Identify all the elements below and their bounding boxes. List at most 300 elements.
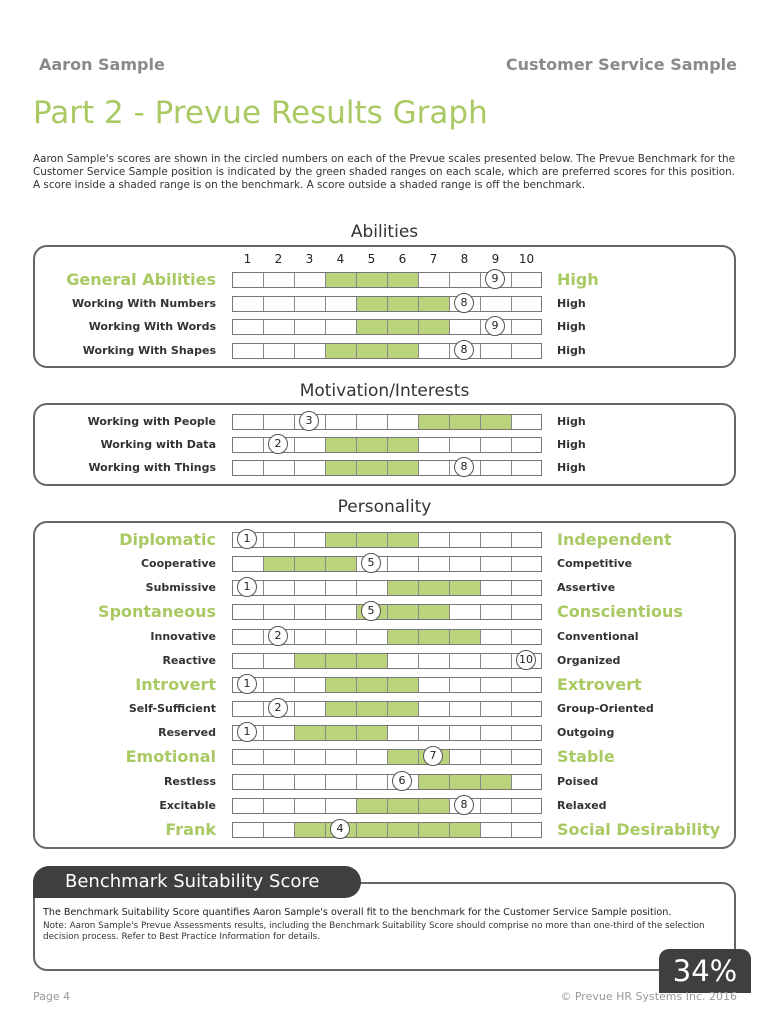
scale-divider: [511, 438, 512, 452]
scale-divider: [449, 750, 450, 764]
scale-divider: [325, 297, 326, 311]
scale-number: 3: [305, 252, 314, 266]
scale-divider: [418, 726, 419, 740]
scale-row: [0, 600, 769, 624]
scale-divider: [356, 415, 357, 429]
scale-number: 2: [274, 252, 283, 266]
scale-divider: [387, 702, 388, 716]
score-marker: 8: [454, 795, 474, 815]
benchmark-range: [326, 273, 419, 287]
scale-divider: [387, 438, 388, 452]
scale-divider: [294, 702, 295, 716]
scale-divider: [294, 320, 295, 334]
scale-divider: [480, 533, 481, 547]
benchmark-range: [357, 320, 450, 334]
scale-number: 4: [336, 252, 345, 266]
scale-left-label: General Abilities: [66, 270, 216, 289]
scale-divider: [449, 799, 450, 813]
benchmark-score: 34%: [659, 949, 751, 993]
scale-divider: [418, 297, 419, 311]
scale-right-label: Extrovert: [557, 674, 642, 694]
scale-right-label: High: [557, 296, 586, 310]
scale-bar: [232, 580, 542, 596]
scale-divider: [480, 557, 481, 571]
scale-divider: [480, 678, 481, 692]
scale-divider: [418, 630, 419, 644]
scale-left-label: Working With Words: [88, 320, 216, 333]
benchmark-range: [357, 297, 450, 311]
scale-left-label: Working with Things: [88, 461, 216, 475]
scale-row: [0, 339, 769, 363]
scale-right-label: Competitive: [557, 557, 633, 571]
scale-divider: [294, 775, 295, 789]
score-marker: 5: [361, 553, 381, 573]
scale-divider: [449, 320, 450, 334]
scale-row: [0, 456, 769, 480]
scale-divider: [387, 726, 388, 740]
score-marker: 2: [268, 434, 288, 454]
scale-left-label: Diplomatic: [119, 530, 216, 549]
scale-divider: [511, 799, 512, 813]
scale-divider: [325, 775, 326, 789]
scale-divider: [511, 557, 512, 571]
scale-divider: [418, 344, 419, 358]
scale-divider: [263, 630, 264, 644]
scale-divider: [263, 320, 264, 334]
scale-divider: [511, 605, 512, 619]
scale-divider: [294, 297, 295, 311]
benchmark-range: [295, 823, 481, 837]
scale-number: 10: [518, 252, 535, 266]
page-number: Page 4: [33, 990, 71, 1003]
scale-divider: [449, 557, 450, 571]
scale-divider: [387, 557, 388, 571]
benchmark-range: [419, 775, 512, 789]
scale-divider: [480, 320, 481, 334]
scale-divider: [356, 557, 357, 571]
scale-number: 7: [429, 252, 438, 266]
scale-divider: [449, 726, 450, 740]
scale-right-label: Assertive: [557, 581, 616, 595]
scale-divider: [418, 799, 419, 813]
scale-left-label: Reactive: [162, 653, 216, 667]
score-marker: 1: [237, 674, 257, 694]
score-marker: 6: [392, 771, 412, 791]
scale-right-label: Social Desirability: [557, 819, 721, 839]
scale-right-label: High: [557, 461, 586, 475]
scale-right-label: Poised: [557, 774, 599, 788]
scale-divider: [511, 630, 512, 644]
scale-divider: [511, 654, 512, 668]
section-title: Personality: [337, 497, 432, 517]
score-marker: 2: [268, 698, 288, 718]
scale-divider: [418, 605, 419, 619]
scale-row: [0, 745, 769, 769]
scale-bar: [232, 774, 542, 790]
benchmark-range: [357, 799, 450, 813]
scale-right-label: Group-Oriented: [557, 702, 654, 716]
benchmark-range: [326, 702, 419, 716]
scale-divider: [449, 415, 450, 429]
scale-divider: [263, 605, 264, 619]
scale-divider: [511, 344, 512, 358]
scale-right-label: Independent: [557, 530, 672, 549]
scale-divider: [387, 630, 388, 644]
scale-divider: [418, 750, 419, 764]
scale-divider: [449, 581, 450, 595]
benchmark-range: [264, 557, 357, 571]
scale-divider: [387, 750, 388, 764]
page-title: Part 2 - Prevue Results Graph: [33, 95, 488, 131]
scale-divider: [356, 344, 357, 358]
scale-divider: [294, 678, 295, 692]
scale-divider: [356, 823, 357, 837]
scale-bar: [232, 725, 542, 741]
scale-divider: [325, 726, 326, 740]
scale-divider: [263, 273, 264, 287]
section-title: Abilities: [350, 222, 419, 242]
scale-divider: [418, 775, 419, 789]
scale-divider: [418, 461, 419, 475]
scale-right-label: High: [557, 343, 586, 357]
benchmark-range: [388, 630, 481, 644]
scale-divider: [480, 605, 481, 619]
scale-divider: [387, 415, 388, 429]
scale-divider: [387, 654, 388, 668]
scale-divider: [387, 273, 388, 287]
benchmark-range: [388, 581, 481, 595]
scale-left-label: Spontaneous: [98, 602, 216, 622]
scale-divider: [263, 415, 264, 429]
scale-divider: [325, 799, 326, 813]
scale-right-label: High: [557, 270, 599, 289]
scale-divider: [356, 799, 357, 813]
scale-divider: [294, 654, 295, 668]
scale-divider: [449, 654, 450, 668]
scale-divider: [294, 799, 295, 813]
scale-divider: [480, 702, 481, 716]
scale-divider: [418, 702, 419, 716]
scale-divider: [480, 273, 481, 287]
benchmark-note: Note: Aaron Sample's Prevue Assessments results, including the Benchmark Suitability Score should comprise no more than one-third of the selection decision process. Refer to Best Practice Information for details.: [43, 921, 705, 942]
scale-row: [0, 794, 769, 818]
scale-divider: [480, 630, 481, 644]
scale-right-label: High: [557, 438, 586, 452]
scale-divider: [511, 415, 512, 429]
scale-divider: [263, 823, 264, 837]
scale-divider: [263, 726, 264, 740]
scale-bar: [232, 460, 542, 476]
scale-left-label: Working with People: [87, 415, 216, 428]
scale-left-label: Working With Shapes: [82, 343, 216, 357]
scale-left-label: Cooperative: [140, 557, 216, 571]
scale-divider: [356, 775, 357, 789]
scale-divider: [449, 702, 450, 716]
scale-right-label: Relaxed: [557, 798, 607, 812]
scale-row: [0, 552, 769, 576]
scale-bar: [232, 749, 542, 765]
scale-divider: [294, 344, 295, 358]
scale-divider: [449, 630, 450, 644]
scale-divider: [418, 415, 419, 429]
benchmark-range: [295, 654, 388, 668]
scale-left-label: Working With Numbers: [72, 296, 216, 310]
score-marker: 7: [423, 746, 443, 766]
scale-bar: [232, 532, 542, 548]
scale-divider: [294, 605, 295, 619]
scale-divider: [325, 273, 326, 287]
scale-row: [0, 818, 769, 842]
scale-divider: [325, 678, 326, 692]
scale-left-label: Frank: [165, 819, 216, 839]
scale-divider: [325, 750, 326, 764]
scale-row: [0, 576, 769, 600]
scale-divider: [418, 678, 419, 692]
scale-divider: [418, 823, 419, 837]
scale-divider: [263, 461, 264, 475]
scale-divider: [387, 775, 388, 789]
score-marker: 2: [268, 626, 288, 646]
score-marker: 8: [454, 293, 474, 313]
position-name: Customer Service Sample: [505, 55, 737, 74]
scale-divider: [325, 415, 326, 429]
scale-bar: [232, 822, 542, 838]
scale-divider: [356, 581, 357, 595]
benchmark-range: [326, 344, 419, 358]
scale-left-label: Self-Sufficient: [128, 702, 216, 716]
candidate-name: Aaron Sample: [39, 55, 165, 74]
benchmark-range: [295, 726, 388, 740]
scale-divider: [263, 581, 264, 595]
scale-divider: [480, 775, 481, 789]
scale-divider: [387, 533, 388, 547]
scale-divider: [480, 654, 481, 668]
scale-divider: [449, 297, 450, 311]
scale-row: [0, 410, 769, 434]
scale-divider: [418, 557, 419, 571]
score-marker: 9: [485, 269, 505, 289]
scale-left-label: Reserved: [158, 726, 216, 740]
scale-divider: [480, 297, 481, 311]
scale-bar: [232, 653, 542, 669]
scale-divider: [325, 438, 326, 452]
scale-divider: [511, 461, 512, 475]
scale-divider: [511, 533, 512, 547]
scale-divider: [511, 750, 512, 764]
scale-divider: [294, 533, 295, 547]
benchmark-text: The Benchmark Suitability Score quantifies Aaron Sample's overall fit to the benchmark for the Customer Service Sample position.: [43, 907, 672, 918]
scale-divider: [325, 557, 326, 571]
scale-left-label: Restless: [163, 774, 216, 788]
scale-divider: [263, 533, 264, 547]
scale-divider: [511, 823, 512, 837]
score-marker: 1: [237, 722, 257, 742]
benchmark-range: [326, 533, 419, 547]
scale-right-label: Stable: [557, 747, 615, 767]
scale-row: [0, 770, 769, 794]
scale-divider: [449, 823, 450, 837]
scale-divider: [449, 344, 450, 358]
scale-divider: [480, 344, 481, 358]
scale-divider: [263, 297, 264, 311]
scale-bar: [232, 677, 542, 693]
scale-divider: [449, 438, 450, 452]
benchmark-range: [326, 678, 419, 692]
scale-divider: [356, 630, 357, 644]
scale-number: 9: [491, 252, 500, 266]
scale-left-label: Innovative: [150, 629, 216, 643]
scale-divider: [480, 438, 481, 452]
scale-divider: [387, 344, 388, 358]
scale-row: [0, 292, 769, 316]
scale-divider: [263, 438, 264, 452]
scale-divider: [356, 605, 357, 619]
benchmark-title: Benchmark Suitability Score: [33, 866, 361, 898]
benchmark-range: [326, 438, 419, 452]
scale-divider: [387, 581, 388, 595]
scale-divider: [356, 702, 357, 716]
scale-number: 5: [367, 252, 376, 266]
scale-divider: [325, 654, 326, 668]
scale-divider: [449, 273, 450, 287]
scale-divider: [263, 702, 264, 716]
scale-divider: [480, 726, 481, 740]
scale-divider: [387, 823, 388, 837]
scale-bar: [232, 296, 542, 312]
copyright: © Prevue HR Systems Inc. 2016: [560, 990, 737, 1003]
scale-divider: [387, 605, 388, 619]
scale-divider: [263, 557, 264, 571]
scale-right-label: High: [557, 320, 586, 333]
scale-divider: [294, 438, 295, 452]
scale-divider: [294, 415, 295, 429]
score-marker: 9: [485, 316, 505, 336]
scale-left-label: Submissive: [145, 581, 216, 595]
score-marker: 1: [237, 577, 257, 597]
scale-divider: [294, 581, 295, 595]
scale-divider: [294, 461, 295, 475]
scale-divider: [387, 461, 388, 475]
scale-divider: [356, 461, 357, 475]
scale-row: [0, 697, 769, 721]
scale-left-label: Working with Data: [100, 438, 216, 452]
scale-divider: [511, 581, 512, 595]
score-marker: 3: [299, 411, 319, 431]
scale-divider: [449, 775, 450, 789]
scale-divider: [325, 533, 326, 547]
scale-divider: [418, 438, 419, 452]
scale-divider: [480, 823, 481, 837]
scale-divider: [356, 533, 357, 547]
scale-left-label: Introvert: [135, 674, 216, 694]
scale-left-label: Excitable: [159, 798, 216, 812]
scale-divider: [356, 438, 357, 452]
scale-right-label: Conscientious: [557, 602, 683, 622]
score-marker: 5: [361, 601, 381, 621]
scale-divider: [325, 581, 326, 595]
scale-divider: [294, 750, 295, 764]
scale-bar: [232, 414, 542, 430]
scale-divider: [387, 320, 388, 334]
scale-bar: [232, 343, 542, 359]
scale-divider: [480, 750, 481, 764]
scale-divider: [356, 273, 357, 287]
scale-divider: [480, 415, 481, 429]
score-marker: 1: [237, 529, 257, 549]
scale-right-label: Outgoing: [557, 726, 615, 740]
scale-divider: [387, 799, 388, 813]
scale-left-label: Emotional: [125, 747, 216, 767]
scale-divider: [325, 605, 326, 619]
scale-number: 1: [243, 252, 252, 266]
scale-divider: [263, 775, 264, 789]
scale-divider: [449, 533, 450, 547]
scale-divider: [263, 750, 264, 764]
score-marker: 8: [454, 457, 474, 477]
scale-divider: [356, 297, 357, 311]
scale-divider: [356, 726, 357, 740]
scale-bar: [232, 556, 542, 572]
scale-divider: [418, 320, 419, 334]
scale-divider: [511, 702, 512, 716]
scale-divider: [356, 320, 357, 334]
scale-divider: [511, 726, 512, 740]
scale-divider: [511, 297, 512, 311]
scale-row: [0, 268, 769, 292]
scale-divider: [325, 630, 326, 644]
scale-row: [0, 673, 769, 697]
scale-number: 8: [460, 252, 469, 266]
scale-divider: [449, 461, 450, 475]
scale-row: [0, 625, 769, 649]
scale-row: [0, 721, 769, 745]
scale-bar: [232, 604, 542, 620]
scale-divider: [480, 581, 481, 595]
scale-divider: [480, 461, 481, 475]
score-marker: 10: [516, 650, 536, 670]
scale-divider: [511, 320, 512, 334]
scale-row: [0, 315, 769, 339]
scale-divider: [294, 630, 295, 644]
scale-row: [0, 528, 769, 552]
score-marker: 8: [454, 340, 474, 360]
scale-divider: [263, 654, 264, 668]
scale-row: [0, 649, 769, 673]
scale-divider: [418, 273, 419, 287]
scale-divider: [325, 823, 326, 837]
scale-divider: [263, 799, 264, 813]
scale-divider: [449, 605, 450, 619]
score-marker: 4: [330, 819, 350, 839]
benchmark-range: [326, 461, 419, 475]
scale-right-label: Conventional: [557, 629, 639, 643]
section-title: Motivation/Interests: [299, 381, 470, 401]
scale-divider: [511, 775, 512, 789]
scale-divider: [325, 702, 326, 716]
scale-divider: [418, 581, 419, 595]
scale-divider: [480, 799, 481, 813]
scale-divider: [294, 823, 295, 837]
scale-divider: [325, 320, 326, 334]
benchmark-range: [419, 415, 512, 429]
scale-divider: [356, 678, 357, 692]
scale-number: 6: [398, 252, 407, 266]
scale-divider: [418, 654, 419, 668]
scale-divider: [325, 461, 326, 475]
intro-paragraph: Aaron Sample's scores are shown in the circled numbers on each of the Prevue scales presented below. The Prevue Benchmark for the Customer Service Sample position is indicated by the green shaded ranges on each scale, which are preferred scores for this position. A score inside a shaded range is on the benchmark. A score outside a shaded range is off the benchmark.: [33, 153, 735, 192]
scale-divider: [356, 654, 357, 668]
scale-row: [0, 433, 769, 457]
